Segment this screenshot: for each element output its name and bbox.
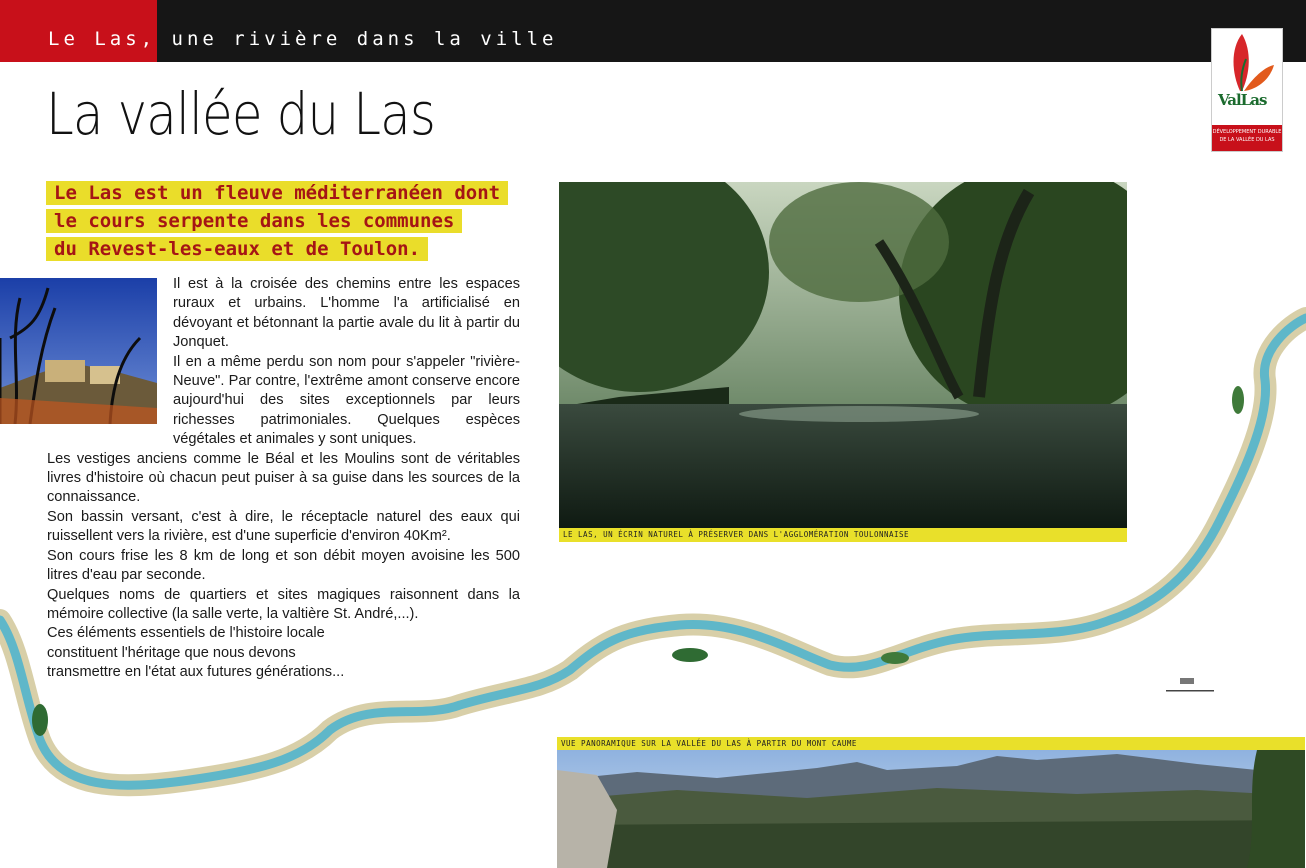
body-paragraph: Ces éléments essentiels de l'histoire locale constituent l'héritage que nous devons transmettre en l'état aux futures générations... bbox=[47, 625, 345, 681]
leaf-icon bbox=[1212, 29, 1282, 99]
body-paragraph: Son bassin versant, c'est à dire, le réceptacle naturel des eaux qui ruissellent vers la rivière, est d'une superficie d'environ 40Km². bbox=[47, 508, 520, 545]
body-paragraph: Quelques noms de quartiers et sites magiques raisonnent dans la mémoire collective (la salle verte, la valtière St. André,...). bbox=[47, 586, 520, 622]
body-paragraph: Les vestiges anciens comme le Béal et les Moulins sont de véritables livres d'histoire où chacun peut puiser à sa guise dans les sources de la connaissance. bbox=[47, 450, 520, 506]
panorama-caption: VUE PANORAMIQUE SUR LA VALLÉE DU LAS À PARTIR DU MONT CAUME bbox=[557, 737, 1305, 750]
vallas-logo bbox=[1211, 28, 1283, 152]
logo-tagline-line1: DÉVELOPPEMENT DURABLE bbox=[1212, 129, 1282, 135]
lead-line: du Revest-les-eaux et de Toulon. bbox=[46, 237, 428, 261]
river-forest-photo bbox=[559, 182, 1127, 528]
river-photo-caption: LE LAS, UN ÉCRIN NATUREL À PRÉSERVER DANS L'AGGLOMÉRATION TOULONNAISE bbox=[559, 528, 1127, 542]
panorama-photo bbox=[557, 750, 1305, 868]
body-text bbox=[47, 275, 520, 683]
body-paragraph: Il est à la croisée des chemins entre les espaces ruraux et urbains. L'homme l'a artificialisé en dévoyant et bétonnant la partie avale du lit à partir du Jonquet. bbox=[173, 276, 520, 351]
page-title: La vallée du Las bbox=[46, 80, 435, 148]
lead-highlight bbox=[46, 181, 508, 265]
body-paragraph: Son cours frise les 8 km de long et son débit moyen avoisine les 500 litres d'eau par seconde. bbox=[47, 547, 520, 584]
series-title: Le Las, une rivière dans la ville bbox=[48, 28, 558, 50]
body-paragraph: Il en a même perdu son nom pour s'appeler "rivière-Neuve". Par contre, l'extrême amont conserve encore aujourd'hui des sites exceptionnels par leurs richesses patrimoniales. Quelques espèces végétales et animales y sont uniques. bbox=[173, 353, 520, 448]
logo-wordmark: ValLas bbox=[1218, 91, 1267, 109]
lead-line: le cours serpente dans les communes bbox=[46, 209, 462, 233]
logo-tagline bbox=[1212, 125, 1282, 151]
lead-line: Le Las est un fleuve méditerranéen dont bbox=[46, 181, 508, 205]
logo-tagline-line2: DE LA VALLÉE DU LAS bbox=[1219, 137, 1275, 143]
header-bar bbox=[0, 0, 1306, 62]
